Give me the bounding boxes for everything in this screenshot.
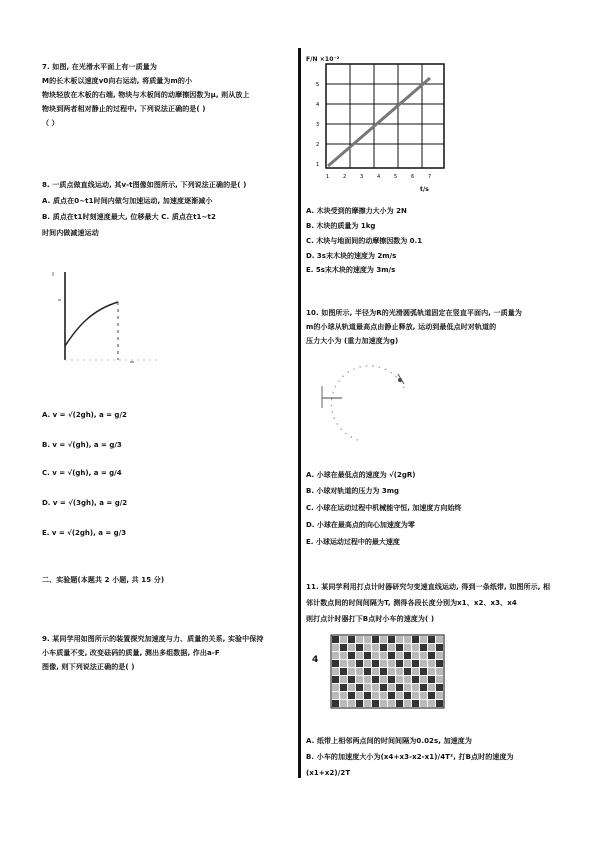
grid-cell [420,644,427,651]
grid-cell [420,668,427,675]
grid-cell [356,636,363,643]
grid-cell [404,676,411,683]
q10-line-3: 压力大小为 (重力加速度为g) [306,337,399,345]
section-heading: 二、实验题(本题共 2 小题, 共 15 分) [42,576,165,584]
grid-cell [372,636,379,643]
grid-cell [348,684,355,691]
vt-graph-figure [48,262,168,372]
q8-option-d[interactable]: D. v = √(3gh), a = g/2 [42,499,128,507]
grid-cell [340,660,347,667]
grid-cell [364,660,371,667]
grid-cell [340,636,347,643]
grid-cell [372,692,379,699]
q11-line-2: 邻计数点间的时间间隔为T, 测得各段长度分别为x1、x2、x3、x4 [306,599,517,607]
grid-cell [364,700,371,707]
grid-cell [428,692,435,699]
grid-cell [348,692,355,699]
q8-option-e[interactable]: E. v = √(2gh), a = g/3 [42,529,127,537]
x-tick-label: 3 [360,174,364,180]
grid-cell [332,676,339,683]
grid-cell [396,700,403,707]
r1-option-b[interactable]: B. 木块的质量为 1kg [306,222,376,230]
q11-line-1: 11. 某同学利用打点计时器研究匀变速直线运动, 得到一条纸带, 如图所示, 相 [306,583,551,591]
q9-line-3: 图像, 则下列说法正确的是( ) [42,663,135,671]
chart1-xlabel: t/s [420,186,429,193]
grid-cell [364,652,371,659]
grid-cell [356,644,363,651]
grid-cell [340,684,347,691]
r2-option-b[interactable]: B. 小球对轨道的压力为 3mg [306,487,400,495]
q9-line-2: 小车质量不变, 改变砝码的质量, 测出多组数据, 作出a-F [42,649,220,657]
grid-cell [372,644,379,651]
grid-cell [412,692,419,699]
r1-option-e[interactable]: E. 5s末木块的速度为 3m/s [306,266,396,274]
force-time-chart [306,62,456,192]
grid-cell [436,660,443,667]
grid-cell [412,660,419,667]
grid-cell [412,668,419,675]
grid-cell [436,668,443,675]
grid-cell [356,660,363,667]
grid-cell [420,676,427,683]
grid-cell [364,668,371,675]
r1-option-c[interactable]: C. 木块与地面间的动摩擦因数为 0.1 [306,237,423,245]
grid-cell [396,644,403,651]
grid-cell [340,668,347,675]
q11-after-line-1: A. 纸带上相邻两点间的时间间隔为0.02s, 加速度为 [306,737,472,745]
q7-line-5: （ ） [42,119,59,127]
grid-cell [428,676,435,683]
q7-line-4: 物块到两者相对静止的过程中, 下列说法正确的是( ) [42,105,206,113]
q11-line-3: 则打点计时器打下B点时小车的速度为( ) [306,615,435,623]
grid-cell [404,700,411,707]
grid-cell [420,660,427,667]
grid-cell [420,652,427,659]
grid-cell [412,644,419,651]
grid-cell [356,676,363,683]
grid-cell [340,652,347,659]
grid-cell [388,636,395,643]
x-tick-label: 2 [343,174,347,180]
grid-cell [356,668,363,675]
grid-cell [348,676,355,683]
grid-cell [364,636,371,643]
grid-cell [380,644,387,651]
q10-line-1: 10. 如图所示, 半径为R的光滑圆弧轨道固定在竖直平面内, 一质量为 [306,309,522,317]
grid-cell [332,644,339,651]
grid-cell [404,644,411,651]
grid-cell [388,660,395,667]
grid-cell [396,668,403,675]
x-tick-label: 5 [394,174,398,180]
grid-cell [412,652,419,659]
grid-cell [348,660,355,667]
grid-cell [420,636,427,643]
grid-cell [372,700,379,707]
grid-cell [380,652,387,659]
grid-cell [364,684,371,691]
grid-cell [428,644,435,651]
r2-option-e[interactable]: E. 小球运动过程中的最大速度 [306,538,400,546]
grid-cell [436,644,443,651]
grid-cell [364,692,371,699]
grid-cell [372,660,379,667]
grid-cell [428,636,435,643]
grid-cell [396,692,403,699]
grid-cell [420,700,427,707]
grid-cell [380,700,387,707]
x-tick-label: 4 [377,174,381,180]
grid-cell [396,652,403,659]
grid-cell [380,660,387,667]
tape-grid-figure [326,634,448,724]
grid-cell [380,692,387,699]
y-tick-label: 2 [316,142,320,148]
grid-cell [372,652,379,659]
grid-cell [420,692,427,699]
grid-cell [404,652,411,659]
q8-line-4: 时间内做减速运动 [42,229,99,237]
grid-cell [372,676,379,683]
grid-cell [332,660,339,667]
grid-cell [436,684,443,691]
grid-cell [404,660,411,667]
y-tick-label: 3 [316,122,320,128]
grid-cell [428,652,435,659]
q10-line-2: m的小球从轨道最高点由静止释放, 运动到最低点时对轨道的 [306,323,497,331]
grid-cell [332,700,339,707]
grid-cell [396,676,403,683]
grid-cell [356,700,363,707]
grid-cell [340,644,347,651]
grid-cell [388,676,395,683]
grid-cell [348,700,355,707]
grid-cell [356,684,363,691]
q7-line-2: M的长木板以速度v0向右运动, 将质量为m的小 [42,77,193,85]
grid-cell [348,644,355,651]
grid-cell [388,668,395,675]
grid-figure-label: 4 [312,655,319,665]
q8-line-3: B. 质点在t1时刻速度最大, 位移最大 C. 质点在t1~t2 [42,213,216,221]
grid-cell [428,668,435,675]
grid-cell [428,700,435,707]
grid-cell [348,652,355,659]
grid-cell [372,684,379,691]
grid-cell [380,676,387,683]
grid-cell [420,684,427,691]
grid-frame [331,635,444,708]
grid-cell [436,692,443,699]
grid-cell [364,644,371,651]
grid-cell [388,644,395,651]
grid-cell [404,684,411,691]
grid-cell [388,692,395,699]
grid-cell [412,676,419,683]
q7-line-1: 7. 如图, 在光滑水平面上有一质量为 [42,63,157,71]
grid-cell [436,652,443,659]
force-line [328,78,430,166]
grid-cell [332,668,339,675]
grid-cell [436,676,443,683]
column-divider [298,48,301,778]
q8-option-c[interactable]: C. v = √(gh), a = g/4 [42,469,122,477]
grid-cell [428,684,435,691]
grid-cell [396,636,403,643]
grid-cell [332,684,339,691]
r2-option-c[interactable]: C. 小球在运动过程中机械能守恒, 加速度方向始终 [306,504,462,512]
grid-cell [436,636,443,643]
grid-cell [356,692,363,699]
q9-line-1: 9. 某同学用如图所示的装置探究加速度与力、质量的关系, 实验中保持 [42,635,264,643]
grid-cell [356,652,363,659]
grid-cell [412,700,419,707]
grid-cell [396,684,403,691]
grid-cell [412,636,419,643]
y-tick-label: 4 [316,102,320,108]
grid-cell [380,636,387,643]
grid-cell [412,684,419,691]
r1-option-d[interactable]: D. 3s末木块的速度为 2m/s [306,252,397,260]
q11-after-line-3: (x1+x2)/2T [306,769,351,777]
circular-track-figure [318,358,418,448]
grid-cell [380,668,387,675]
grid-cell [428,660,435,667]
grid-cell [380,684,387,691]
grid-cell [332,692,339,699]
q8-option-a[interactable]: A. v = √(2gh), a = g/2 [42,411,127,419]
chart1-title: F/N ×10⁻² [306,56,340,63]
x-tick-label: 7 [428,174,432,180]
q7-line-3: 物块轻放在木板的右端, 物块与木板间的动摩擦因数为μ, 则从放上 [42,91,250,99]
grid-cell [388,700,395,707]
q11-after-line-2: B. 小车的加速度大小为(x4+x3-x2-x1)/4T², 打B点时的速度为 [306,753,514,761]
grid-cell [364,676,371,683]
grid-cell [396,660,403,667]
grid-cell [404,636,411,643]
r2-option-d[interactable]: D. 小球在最高点的向心加速度为零 [306,521,415,529]
grid-cell [348,668,355,675]
y-tick-label: 5 [316,82,320,88]
grid-cell [388,652,395,659]
grid-cell [340,692,347,699]
grid-cell [340,700,347,707]
x-tick-label: 6 [411,174,415,180]
grid-cell [404,668,411,675]
r2-option-a[interactable]: A. 小球在最低点的速度为 √(2gR) [306,471,416,479]
grid-cell [340,676,347,683]
grid-cell [372,668,379,675]
grid-cell [348,636,355,643]
r1-option-a[interactable]: A. 木块受到的摩擦力大小为 2N [306,207,407,215]
grid-cell [388,684,395,691]
y-tick-label: 1 [316,162,320,168]
q8-option-b[interactable]: B. v = √(gh), a = g/3 [42,441,122,449]
q8-line-1: 8. 一质点做直线运动, 其v-t图像如图所示, 下列说法正确的是( ) [42,181,247,189]
grid-cell [404,692,411,699]
grid-cell [436,700,443,707]
grid-cell [332,636,339,643]
grid-cell [332,652,339,659]
x-tick-label: 1 [326,174,330,180]
q8-line-2: A. 质点在0~t1时间内做匀加速运动, 加速度逐渐减小 [42,197,213,205]
